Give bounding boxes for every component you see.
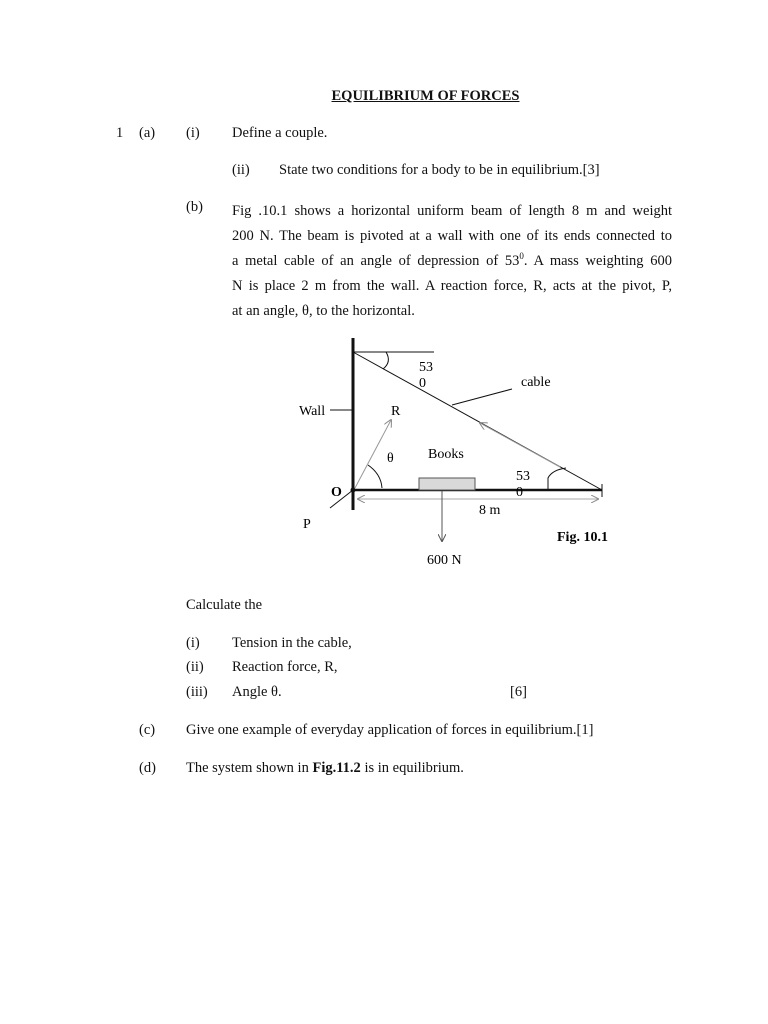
calc-i-text: Tension in the cable, [232, 635, 352, 651]
calc-ii-label: (ii) [186, 659, 204, 675]
angle-top-label-degree: 0 [419, 376, 426, 391]
angle-right-label: 53 [516, 469, 530, 484]
angle-arc-top [383, 352, 388, 369]
calc-ii-text: Reaction force, R, [232, 659, 338, 675]
reaction-force-arrow [355, 420, 391, 488]
angle-top-label: 53 [419, 360, 433, 375]
wall-label: Wall [299, 404, 326, 419]
load-label: 600 N [427, 553, 462, 568]
part-a-label: (a) [139, 125, 156, 141]
part-d-text-start: The system shown in [186, 760, 313, 776]
part-b-line-2: 200 N. The beam is pivoted at a wall with one of its ends connected to [232, 228, 672, 244]
calc-iii-label: (iii) [186, 684, 208, 700]
part-b-line-1: Fig .10.1 shows a horizontal uniform beam of length 8 m and weight [232, 203, 672, 219]
part-b-line-3-tail: . A mass weighting 600 [523, 253, 672, 269]
angle-arc-right [548, 468, 566, 490]
pivot-point [351, 488, 356, 493]
part-a-i-label: (i) [186, 125, 200, 141]
point-label: P [303, 517, 311, 532]
theta-arc [368, 465, 382, 488]
part-a-ii-label: (ii) [232, 162, 250, 178]
part-d-text [186, 760, 464, 777]
books-box [419, 478, 475, 490]
part-d-label: (d) [139, 760, 156, 776]
part-d-text-end: is in equilibrium. [360, 760, 464, 776]
part-b-line-4: N is place 2 m from the wall. A reaction force, R, acts at the pivot, P, [232, 278, 672, 294]
part-b-line-5: at an angle, θ, to the horizontal. [232, 303, 415, 319]
calc-iii-text: Angle θ. [232, 684, 282, 700]
figure-caption: Fig. 10.1 [557, 530, 608, 545]
part-b-line-3-text: a metal cable of an angle of depression of 53 [232, 253, 520, 269]
tension-arrow [480, 423, 560, 467]
calc-i-label: (i) [186, 635, 200, 651]
marks-b: [6] [510, 684, 527, 700]
part-c-label: (c) [139, 722, 156, 738]
figure-reference: Fig.11.2 [312, 760, 361, 776]
degree-superscript: 0 [519, 251, 524, 262]
part-a-i-text: Define a couple. [232, 125, 328, 141]
cable-leader-line [452, 389, 512, 405]
page-title: EQUILIBRIUM OF FORCES [331, 88, 520, 104]
question-number: 1 [116, 125, 124, 141]
part-b-label: (b) [186, 199, 203, 215]
books-label: Books [428, 447, 464, 462]
part-c-text: Give one example of everyday application of forces in equilibrium.[1] [186, 722, 594, 738]
reaction-label: R [391, 404, 401, 419]
cable-label: cable [521, 375, 551, 390]
theta-label: θ [387, 451, 394, 466]
angle-right-label-degree: 0 [516, 485, 523, 500]
pivot-label: O [331, 485, 342, 500]
length-label: 8 m [479, 503, 501, 518]
calculate-intro: Calculate the [186, 597, 263, 613]
part-a-ii-text: State two conditions for a body to be in equilibrium.[3] [279, 162, 600, 178]
